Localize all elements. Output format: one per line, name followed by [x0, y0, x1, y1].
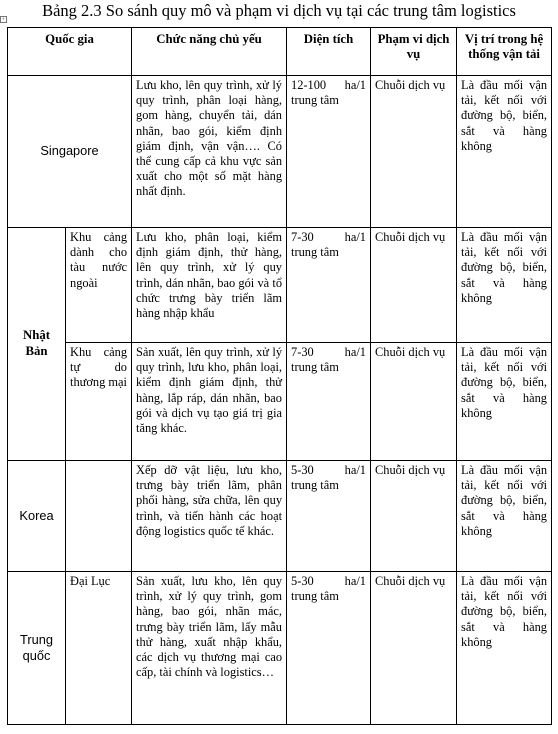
location-cell: Là đầu mối vận tải, kết nối với đường bộ, biển, sắt và hàng không: [457, 461, 552, 572]
area-cell: 5-30 ha/1 trung tâm: [287, 572, 371, 725]
function-cell: Sản xuất, lên quy trình, xử lý quy trình, lưu kho, phân loại, kiểm định giám định, thử hàng, lắp ráp, dán nhãn, bao gói và dịch vụ tạo giá trị gia tăng khác.: [132, 343, 287, 461]
function-cell: Lưu kho, phân loại, kiểm định giám định, thử hàng, lên quy trình, xử lý quy trình, dán nhãn, bao gói và tổ chức trưng bày triển lãm hàng nhập khẩu: [132, 228, 287, 343]
function-cell: Xếp dỡ vật liệu, lưu kho, trưng bày triển lãm, phân phối hàng, sửa chữa, lên quy trình, và tiến hành các hoạt động logistics quốc tế khác.: [132, 461, 287, 572]
header-area: Diện tích: [287, 28, 371, 76]
table-row-japan-1: [8, 228, 552, 343]
table-row-japan-2: [8, 343, 552, 461]
area-cell: 7-30 ha/1 trung tâm: [287, 228, 371, 343]
scope-cell: Chuỗi dịch vụ: [371, 572, 457, 725]
area-cell: 5-30 ha/1 trung tâm: [287, 461, 371, 572]
location-cell: Là đầu mối vận tải, kết nối với đường bộ, biển, sắt và hàng không: [457, 572, 552, 725]
area-cell: 12-100 ha/1 trung tâm: [287, 76, 371, 228]
header-scope: Phạm vi dịch vụ: [371, 28, 457, 76]
function-cell: Sản xuất, lưu kho, lên quy trình, xử lý quy trình, gom hàng, bao gói, nhãn mác, trưng bày triển lãm, lấy mẫu thử hàng, xuất nhập khẩu, các dịch vụ thương mại cao cấp, tài chính và logistics…: [132, 572, 287, 725]
zone-cell: Đại Lục: [66, 572, 132, 725]
table-anchor-icon[interactable]: +: [1, 17, 6, 23]
country-singapore: Singapore: [8, 76, 132, 228]
header-row: [8, 28, 552, 76]
table-row-singapore: [8, 76, 552, 228]
function-cell: Lưu kho, lên quy trình, xử lý quy trình, phân loại hàng, gom hàng, chuyển tải, dán nhãn, bao gói, kiểm định giám định, vận vận…. Có thể cung cấp cả khu vực sản xuất cho một số mặt hàng nhất định.: [132, 76, 287, 228]
header-country: Quốc gia: [8, 28, 132, 76]
country-japan: Nhật Bản: [8, 228, 66, 461]
zone-cell: [66, 461, 132, 572]
header-location: Vị trí trong hệ thống vận tải: [457, 28, 552, 76]
zone-cell: Khu cảng dành cho tàu nước ngoài: [66, 228, 132, 343]
table-caption: Bảng 2.3 So sánh quy mô và phạm vi dịch vụ tại các trung tâm logistics: [42, 1, 516, 20]
country-china: Trung quốc: [8, 572, 66, 725]
table-row-korea: [8, 461, 552, 572]
location-cell: Là đầu mối vận tải, kết nối với đường bộ, biển, sắt và hàng không: [457, 343, 552, 461]
header-function: Chức năng chủ yếu: [132, 28, 287, 76]
scope-cell: Chuỗi dịch vụ: [371, 461, 457, 572]
scope-cell: Chuỗi dịch vụ: [371, 343, 457, 461]
area-cell: 7-30 ha/1 trung tâm: [287, 343, 371, 461]
country-korea: Korea: [8, 461, 66, 572]
location-cell: Là đầu mối vận tải, kết nối với đường bộ, biển, sắt và hàng không: [457, 228, 552, 343]
zone-cell: Khu cảng tự do thương mại: [66, 343, 132, 461]
logistics-comparison-table: [7, 27, 552, 725]
scope-cell: Chuỗi dịch vụ: [371, 228, 457, 343]
table-row-china: [8, 572, 552, 725]
scope-cell: Chuỗi dịch vụ: [371, 76, 457, 228]
location-cell: Là đầu mối vận tải, kết nối với đường bộ, biển, sắt và hàng không: [457, 76, 552, 228]
